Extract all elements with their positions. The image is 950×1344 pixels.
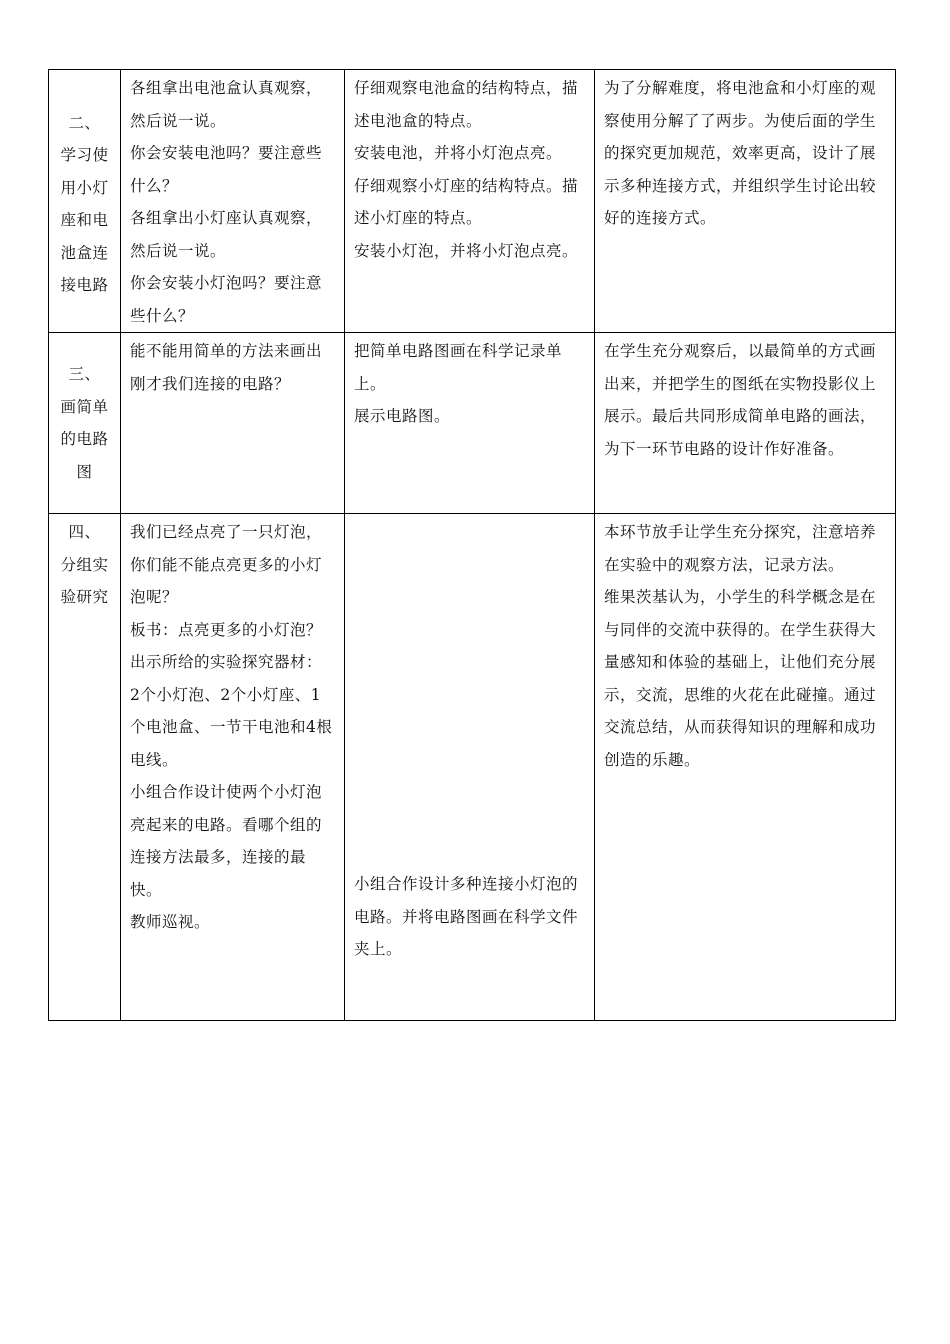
teacher-paragraph: 板书：点亮更多的小灯泡？ (130, 620, 323, 639)
table-row (49, 333, 896, 514)
student-activity-cell (345, 70, 595, 333)
stage-label-line: 图 (76, 462, 93, 481)
teacher-paragraph: 各组拿出小灯座认真观察，然后说一说。 (130, 209, 323, 260)
stage-label-line: 四、 (68, 523, 101, 541)
student-paragraph: 仔细观察电池盒的结构特点，描述电池盒的特点。 (354, 79, 579, 130)
stage-label-line: 二、 (68, 113, 101, 132)
stage-label-line: 分组实 (60, 555, 109, 574)
stage-label-line: 座和电 (60, 211, 109, 229)
teacher-activity-cell (121, 70, 345, 333)
student-paragraph: 把简单电路图画在科学记录单上。 (354, 342, 563, 393)
teacher-paragraph: 你会安装小灯泡吗？要注意些什么？ (130, 274, 323, 325)
stage-label-line: 池盒连 (60, 243, 109, 262)
student-paragraph: 安装小灯泡，并将小灯泡点亮。 (354, 241, 579, 260)
table-row (49, 70, 896, 333)
intent-paragraph: 在学生充分观察后，以最简单的方式画出来，并把学生的图纸在实物投影仪上展示。最后共同形成简单电路的画法，为下一环节电路的设计作好准备。 (604, 342, 877, 458)
student-paragraph: 展示电路图。 (354, 407, 451, 425)
stage-label-line: 学习使 (60, 146, 109, 164)
teacher-paragraph: 能不能用简单的方法来画出刚才我们连接的电路？ (130, 342, 323, 393)
stage-label-line: 三、 (68, 365, 101, 383)
design-intent-cell (595, 333, 896, 514)
intent-paragraph: 为了分解难度，将电池盒和小灯座的观察使用分解了了两步。为使后面的学生的探究更加规范，效率更高，设计了展示多种连接方式，并组织学生讨论出较好的连接方式。 (604, 79, 877, 227)
student-paragraph: 仔细观察小灯座的结构特点。描述小灯座的特点。 (354, 176, 579, 227)
teacher-activity-cell (121, 514, 345, 1021)
teacher-activity-cell (121, 333, 345, 514)
table-row (49, 514, 896, 1021)
stage-label-line: 的电路 (60, 430, 109, 448)
teacher-paragraph: 小组合作设计使两个小灯泡亮起来的电路。看哪个组的连接方法最多，连接的最快。 (130, 783, 323, 899)
student-activity-cell (345, 514, 595, 1021)
stage-cell (49, 514, 121, 1021)
student-paragraph: 安装电池，并将小灯泡点亮。 (354, 144, 563, 162)
teacher-paragraph: 各组拿出电池盒认真观察，然后说一说。 (130, 79, 323, 130)
student-activity-cell (345, 333, 595, 514)
teacher-paragraph: 教师巡视。 (130, 913, 211, 931)
lesson-plan-table (48, 69, 896, 1021)
stage-label-line: 接电路 (60, 276, 109, 294)
intent-paragraph: 本环节放手让学生充分探究，注意培养在实验中的观察方法，记录方法。 (604, 523, 877, 574)
stage-label-line: 画简单 (60, 397, 109, 416)
design-intent-cell (595, 70, 896, 333)
teacher-paragraph: 我们已经点亮了一只灯泡，你们能不能点亮更多的小灯泡呢？ (130, 523, 323, 606)
stage-cell (49, 333, 121, 514)
stage-label-line: 用小灯 (60, 178, 109, 197)
stage-cell (49, 70, 121, 333)
teacher-paragraph: 出示所给的实验探究器材： (130, 653, 323, 671)
teacher-paragraph: 你会安装电池吗？要注意些什么？ (130, 144, 323, 195)
student-paragraph: 小组合作设计多种连接小灯泡的电路。并将电路图画在科学文件夹上。 (354, 875, 579, 958)
design-intent-cell (595, 514, 896, 1021)
intent-paragraph: 维果茨基认为，小学生的科学概念是在与同伴的交流中获得的。在学生获得大量感知和体验的基础上，让他们充分展示，交流，思维的火花在此碰撞。通过交流总结，从而获得知识的理解和成功创造的乐趣。 (604, 588, 877, 769)
stage-label-line: 验研究 (60, 588, 109, 606)
teacher-paragraph: 2个小灯泡、2个小灯座、1个电池盒、一节干电池和4根电线。 (130, 685, 333, 769)
